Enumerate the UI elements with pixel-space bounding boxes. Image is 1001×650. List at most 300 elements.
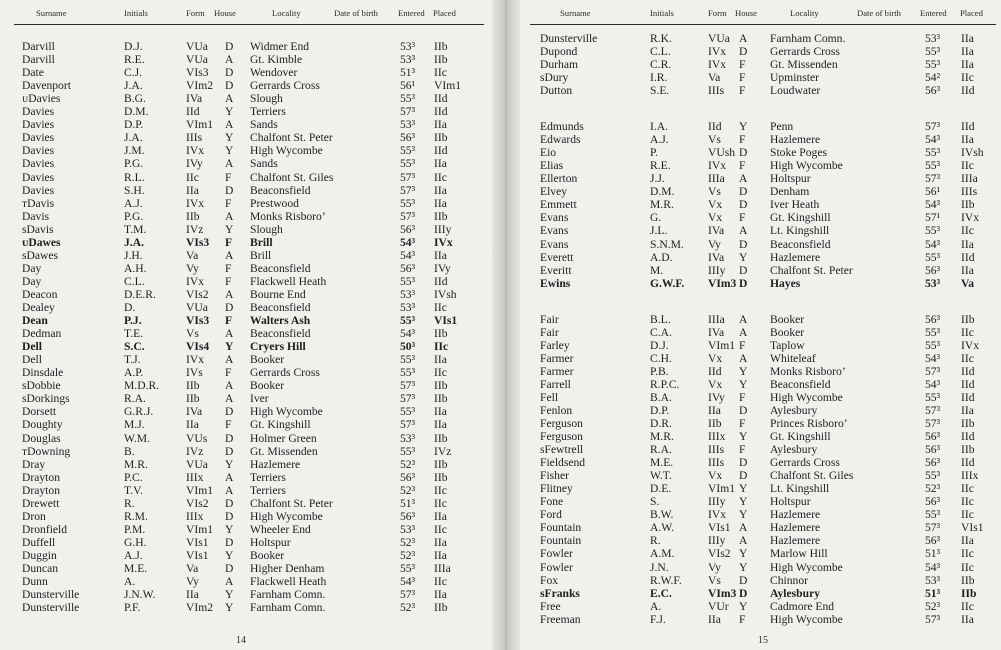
- form-cell: IIa: [708, 403, 721, 417]
- entered-cell: 54³: [925, 198, 941, 212]
- locality-cell: Terriers: [250, 483, 286, 497]
- placed-cell: IIb: [434, 40, 448, 53]
- form-cell: Vy: [186, 261, 199, 275]
- register-row: [0, 275, 492, 288]
- placed-cell: IIc: [961, 351, 974, 365]
- house-cell: D: [225, 40, 234, 53]
- initials-cell: B.A.: [650, 390, 672, 404]
- register-row: [0, 171, 492, 184]
- locality-cell: Chalfont St. Peter: [250, 131, 333, 145]
- register-row: [0, 197, 492, 210]
- placed-cell: IIc: [961, 224, 974, 238]
- register-row: [0, 262, 492, 275]
- form-cell: IVy: [708, 390, 725, 404]
- placed-cell: IIc: [434, 496, 447, 510]
- form-cell: Vx: [708, 469, 723, 483]
- surname-cell: Dell: [22, 353, 42, 367]
- initials-cell: A.M.: [650, 547, 675, 561]
- locality-cell: Booker: [250, 379, 285, 393]
- header-initials: Initials: [124, 8, 148, 18]
- locality-cell: Aylesbury: [770, 403, 818, 417]
- entered-cell: 57³: [925, 521, 941, 535]
- form-cell: IIIs: [708, 456, 725, 470]
- form-cell: Vs: [186, 327, 199, 341]
- locality-cell: Chalfont St. Peter: [770, 263, 853, 277]
- form-cell: IId: [186, 105, 200, 119]
- entered-cell: 51³: [400, 496, 416, 510]
- house-cell: Y: [225, 601, 234, 615]
- placed-cell: IIb: [961, 586, 977, 600]
- placed-cell: IId: [961, 377, 975, 391]
- entered-cell: 52³: [400, 601, 416, 615]
- surname-cell: Doughty: [22, 418, 63, 432]
- form-cell: IIIs: [708, 443, 725, 457]
- placed-cell: IIa: [961, 263, 974, 277]
- form-cell: Vy: [708, 560, 721, 574]
- form-cell: IVx: [708, 508, 727, 522]
- house-cell: Y: [225, 222, 234, 236]
- locality-cell: Iver Heath: [770, 198, 820, 212]
- entered-cell: 55³: [925, 58, 941, 72]
- register-row: [0, 144, 492, 157]
- header-entered: Entered: [398, 8, 425, 18]
- locality-cell: Lt. Kingshill: [770, 482, 830, 496]
- page-number: 14: [236, 635, 246, 646]
- house-cell: Y: [739, 482, 748, 496]
- house-cell: Y: [225, 588, 234, 602]
- entered-cell: 52³: [925, 482, 941, 496]
- surname-cell: Dunn: [22, 575, 48, 589]
- entered-cell: 55³: [400, 274, 416, 288]
- entered-cell: 53³: [400, 522, 416, 536]
- house-cell: D: [739, 237, 748, 251]
- register-row: [520, 469, 1001, 482]
- initials-cell: G.W.F.: [650, 276, 685, 290]
- surname-cell: Dedman: [22, 327, 62, 341]
- register-row: [520, 443, 1001, 456]
- surname-cell: Evans: [540, 211, 569, 225]
- register-row: [0, 249, 492, 262]
- initials-cell: P.C.: [124, 470, 143, 484]
- register-row: [0, 510, 492, 523]
- register-row: [520, 159, 1001, 172]
- house-cell: A: [739, 32, 748, 45]
- placed-cell: IVx: [434, 235, 453, 249]
- placed-cell: IIc: [434, 66, 447, 80]
- locality-cell: Chalfont St. Peter: [250, 496, 333, 510]
- initials-cell: R.: [650, 534, 661, 548]
- form-cell: Vx: [708, 211, 723, 225]
- form-cell: IVx: [708, 58, 727, 72]
- entered-cell: 55³: [925, 508, 941, 522]
- locality-cell: Widmer End: [250, 40, 310, 53]
- placed-cell: IIb: [434, 457, 448, 471]
- form-cell: VUa: [186, 457, 208, 471]
- initials-cell: D.M.: [650, 185, 675, 199]
- initials-cell: W.M.: [124, 431, 150, 445]
- locality-cell: Gt. Kimble: [250, 53, 303, 67]
- entered-cell: 56³: [925, 443, 941, 457]
- register-row: [520, 326, 1001, 339]
- surname-cell: Davenport: [22, 79, 71, 93]
- house-cell: Y: [225, 340, 234, 354]
- surname-cell: Darvill: [22, 40, 55, 53]
- form-cell: VIm2: [186, 79, 214, 93]
- placed-cell: IIa: [434, 509, 447, 523]
- surname-cell: Flitney: [540, 482, 573, 496]
- placed-cell: IIb: [434, 431, 448, 445]
- entered-cell: 51³: [925, 547, 941, 561]
- locality-cell: Stoke Poges: [770, 146, 828, 160]
- locality-cell: Beaconsfield: [770, 237, 831, 251]
- entered-cell: 55³: [925, 469, 941, 483]
- form-cell: IVx: [186, 196, 205, 210]
- register-row: [0, 118, 492, 131]
- initials-cell: P.B.: [650, 364, 669, 378]
- register-row: [520, 613, 1001, 626]
- surname-cell: sDobbie: [22, 379, 61, 393]
- entered-cell: 56³: [925, 495, 941, 509]
- form-cell: Va: [186, 248, 199, 262]
- form-cell: IIc: [186, 170, 199, 184]
- entered-cell: 56¹: [925, 185, 941, 199]
- form-cell: VIs3: [186, 314, 210, 328]
- entered-cell: 52³: [925, 599, 941, 613]
- house-cell: F: [225, 235, 233, 249]
- placed-cell: IIa: [434, 118, 447, 132]
- house-cell: D: [739, 586, 748, 600]
- placed-cell: IId: [961, 120, 975, 134]
- initials-cell: S.C.: [124, 340, 145, 354]
- locality-cell: Cadmore End: [770, 599, 835, 613]
- locality-cell: Denham: [770, 185, 810, 199]
- register-row: [0, 288, 492, 301]
- locality-cell: Walters Ash: [250, 314, 311, 328]
- initials-cell: J.A.: [124, 235, 144, 249]
- placed-cell: IIc: [961, 325, 974, 339]
- register-row: [0, 562, 492, 575]
- locality-cell: Hazlemere: [770, 534, 821, 548]
- surname-cell: Edmunds: [540, 120, 584, 134]
- placed-cell: IIb: [961, 573, 975, 587]
- entered-cell: 54³: [400, 327, 416, 341]
- surname-cell: Free: [540, 599, 561, 613]
- placed-cell: IIa: [434, 353, 447, 367]
- entered-cell: 55³: [400, 314, 416, 328]
- locality-cell: Higher Denham: [250, 562, 325, 575]
- register-row: [0, 340, 492, 353]
- form-cell: IVa: [186, 92, 203, 106]
- surname-cell: Fox: [540, 573, 559, 587]
- house-cell: A: [739, 521, 748, 535]
- form-cell: IIa: [186, 183, 199, 197]
- locality-cell: Bourne End: [250, 287, 306, 301]
- initials-cell: T.M.: [124, 222, 147, 236]
- house-cell: F: [739, 612, 746, 626]
- surname-cell: Dealey: [22, 301, 55, 314]
- house-cell: D: [225, 509, 234, 523]
- locality-cell: Slough: [250, 92, 283, 106]
- initials-cell: A.H.: [124, 261, 147, 275]
- entered-cell: 53³: [400, 53, 416, 67]
- form-cell: VIs4: [186, 340, 210, 354]
- locality-cell: Hayes: [770, 276, 801, 290]
- surname-cell: ᴜDavies: [22, 92, 61, 106]
- locality-cell: Gt. Kingshill: [250, 418, 311, 432]
- house-cell: F: [739, 390, 746, 404]
- placed-cell: IVsh: [434, 287, 457, 301]
- entered-cell: 55³: [400, 92, 416, 106]
- register-row: [520, 561, 1001, 574]
- initials-cell: A.J.: [124, 548, 143, 562]
- initials-cell: S.N.M.: [650, 237, 684, 251]
- form-cell: IVz: [186, 444, 204, 458]
- surname-cell: Farrell: [540, 377, 571, 391]
- surname-cell: Dunsterville: [540, 32, 598, 45]
- placed-cell: IId: [961, 430, 975, 444]
- house-cell: F: [225, 418, 232, 432]
- placed-cell: IIa: [434, 535, 447, 549]
- entered-cell: 55³: [925, 338, 941, 352]
- house-cell: Y: [225, 105, 234, 119]
- form-cell: VUa: [186, 301, 208, 314]
- initials-cell: C.J.: [124, 66, 143, 80]
- register-row: [520, 521, 1001, 534]
- form-cell: VIs2: [708, 547, 731, 561]
- initials-cell: P.F.: [124, 601, 141, 615]
- placed-cell: IIa: [434, 405, 447, 419]
- surname-cell: Eio: [540, 146, 557, 160]
- register-row: [520, 574, 1001, 587]
- register-row: [0, 484, 492, 497]
- placed-cell: IIc: [961, 560, 974, 574]
- entered-cell: 55³: [925, 224, 941, 238]
- entered-cell: 55³: [400, 366, 416, 380]
- house-cell: A: [739, 325, 748, 339]
- house-cell: F: [739, 159, 746, 173]
- house-cell: F: [739, 84, 746, 98]
- house-cell: F: [225, 314, 233, 328]
- form-cell: IVa: [708, 250, 725, 264]
- surname-cell: Douglas: [22, 431, 61, 445]
- entered-cell: 53³: [925, 573, 941, 587]
- surname-cell: Dunsterville: [22, 588, 80, 602]
- placed-cell: IVz: [434, 444, 452, 458]
- form-cell: IIIy: [708, 263, 726, 277]
- register-row: [520, 120, 1001, 133]
- form-cell: IVx: [186, 144, 205, 158]
- form-cell: VIm2: [186, 601, 214, 615]
- page-number: 15: [758, 635, 768, 646]
- register-row: [520, 495, 1001, 508]
- surname-cell: Dell: [22, 340, 42, 354]
- form-cell: VIm1: [708, 482, 736, 496]
- locality-cell: High Wycombe: [770, 390, 843, 404]
- register-row: [0, 105, 492, 118]
- house-cell: Y: [225, 144, 234, 158]
- placed-cell: IId: [961, 390, 975, 404]
- initials-cell: J.L.: [650, 224, 668, 238]
- entered-cell: 54³: [925, 133, 941, 147]
- initials-cell: R.E.: [124, 53, 145, 67]
- surname-cell: sFranks: [540, 586, 580, 600]
- surname-cell: sFewtrell: [540, 443, 584, 457]
- locality-cell: Beaconsfield: [250, 327, 311, 341]
- initials-cell: B.G.: [124, 92, 146, 106]
- house-cell: Y: [225, 522, 234, 536]
- entered-cell: 56³: [400, 470, 416, 484]
- surname-cell: Emmett: [540, 198, 577, 212]
- entered-cell: 56³: [925, 430, 941, 444]
- locality-cell: Upminster: [770, 71, 819, 85]
- initials-cell: P.: [650, 146, 659, 160]
- register-row: [0, 588, 492, 601]
- surname-cell: Farmer: [540, 364, 574, 378]
- register-row: [520, 547, 1001, 560]
- locality-cell: Flackwell Heath: [250, 274, 327, 288]
- locality-cell: Sands: [250, 118, 278, 132]
- placed-cell: IIb: [434, 470, 448, 484]
- header-form: Form: [186, 8, 205, 18]
- entered-cell: 54³: [400, 235, 416, 249]
- initials-cell: W.T.: [650, 469, 672, 483]
- surname-cell: Dorsett: [22, 405, 57, 419]
- surname-cell: Drewett: [22, 496, 60, 510]
- entered-cell: 54³: [925, 351, 941, 365]
- placed-cell: IIc: [961, 508, 974, 522]
- placed-cell: IVx: [961, 211, 980, 225]
- house-cell: D: [225, 405, 234, 419]
- locality-cell: Aylesbury: [770, 443, 818, 457]
- house-cell: Y: [225, 457, 234, 471]
- locality-cell: Chalfont St. Giles: [250, 170, 334, 184]
- locality-cell: Gerrards Cross: [250, 79, 320, 93]
- form-cell: IId: [708, 120, 722, 134]
- form-cell: IIIx: [186, 470, 204, 484]
- surname-cell: Day: [22, 261, 42, 275]
- register-row: [520, 146, 1001, 159]
- initials-cell: R.M.: [124, 509, 148, 523]
- surname-cell: Deacon: [22, 287, 58, 301]
- locality-cell: Beaconsfield: [250, 301, 311, 314]
- surname-cell: Davies: [22, 131, 55, 145]
- register-row: [520, 391, 1001, 404]
- register-row: [0, 301, 492, 314]
- initials-cell: R.K.: [650, 32, 672, 45]
- initials-cell: P.J.: [124, 314, 142, 328]
- register-row: [0, 536, 492, 549]
- placed-cell: IIIa: [434, 562, 451, 575]
- house-cell: D: [225, 431, 234, 445]
- placed-cell: IId: [961, 250, 975, 264]
- placed-cell: IIb: [434, 131, 448, 145]
- register-row: [520, 133, 1001, 146]
- house-cell: A: [225, 157, 234, 171]
- header-house: House: [735, 8, 757, 18]
- surname-cell: Ferguson: [540, 416, 583, 430]
- surname-cell: Freeman: [540, 612, 581, 626]
- house-cell: D: [739, 403, 748, 417]
- surname-cell: Dron: [22, 509, 46, 523]
- house-cell: Y: [739, 120, 748, 134]
- register-row: [520, 352, 1001, 365]
- register-row: [520, 238, 1001, 251]
- form-cell: IVs: [186, 366, 203, 380]
- entered-cell: 54³: [400, 575, 416, 589]
- locality-cell: Booker: [770, 312, 805, 326]
- form-cell: VIm3: [708, 586, 737, 600]
- surname-cell: Fountain: [540, 521, 582, 535]
- placed-cell: IIa: [434, 548, 447, 562]
- surname-cell: Dronfield: [22, 522, 68, 536]
- initials-cell: J.A.: [124, 131, 143, 145]
- register-row: [520, 313, 1001, 326]
- form-cell: IVx: [708, 159, 727, 173]
- form-cell: VIs1: [708, 521, 731, 535]
- form-cell: VIm1: [708, 338, 736, 352]
- form-cell: VUs: [186, 431, 208, 445]
- surname-cell: Elias: [540, 159, 564, 173]
- house-cell: D: [225, 496, 234, 510]
- house-cell: A: [739, 534, 748, 548]
- header-form: Form: [708, 8, 727, 18]
- house-cell: D: [739, 263, 748, 277]
- entered-cell: 57³: [925, 612, 941, 626]
- locality-cell: Whiteleaf: [770, 351, 816, 365]
- form-cell: IVa: [708, 224, 725, 238]
- placed-cell: VIs1: [961, 521, 984, 535]
- house-cell: F: [225, 366, 232, 380]
- register-row: [520, 417, 1001, 430]
- register-row: [0, 432, 492, 445]
- surname-cell: Duffell: [22, 535, 56, 549]
- form-cell: Vy: [186, 575, 199, 589]
- register-row: [0, 379, 492, 392]
- initials-cell: T.V.: [124, 483, 143, 497]
- entered-cell: 57³: [925, 172, 941, 186]
- form-cell: Va: [708, 71, 721, 85]
- initials-cell: M.E.: [650, 456, 674, 470]
- locality-cell: High Wycombe: [250, 144, 323, 158]
- register-row: [520, 251, 1001, 264]
- initials-cell: B.W.: [650, 508, 674, 522]
- entered-cell: 57³: [400, 379, 416, 393]
- register-row: [0, 471, 492, 484]
- initials-cell: M.R.: [650, 430, 674, 444]
- surname-cell: Dunsterville: [22, 601, 80, 615]
- house-cell: A: [225, 353, 234, 367]
- placed-cell: IIb: [434, 209, 448, 223]
- entered-cell: 57³: [925, 120, 941, 134]
- initials-cell: M.E.: [124, 562, 148, 575]
- form-cell: IId: [708, 364, 722, 378]
- locality-cell: Holtspur: [250, 535, 291, 549]
- placed-cell: IIc: [961, 482, 974, 496]
- entered-cell: 57³: [400, 209, 416, 223]
- house-cell: D: [225, 183, 234, 197]
- house-cell: F: [225, 170, 232, 184]
- register-row: [0, 497, 492, 510]
- locality-cell: Gerrards Cross: [770, 456, 840, 470]
- register-row: [520, 264, 1001, 277]
- initials-cell: P.M.: [124, 522, 146, 536]
- locality-cell: Marlow Hill: [770, 547, 828, 561]
- form-cell: IIIs: [708, 84, 725, 98]
- placed-cell: IIc: [961, 159, 974, 173]
- entered-cell: 54³: [925, 237, 941, 251]
- placed-cell: IIc: [434, 340, 449, 354]
- register-row: [0, 157, 492, 170]
